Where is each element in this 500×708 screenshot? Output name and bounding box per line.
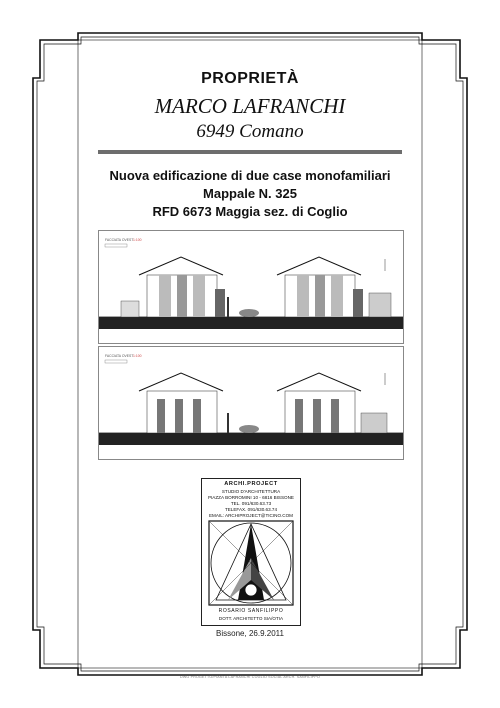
studio-stamp <box>201 478 301 626</box>
elevation-1-label: FACCIATA OVEST <box>105 238 134 242</box>
footer-note: DWG PROGETTO/PIANTA LAFRANCHI COGLIO SOCIAL ARCH. SANFILIPPO <box>180 675 320 679</box>
studio-name: ARCHI.PROJECT <box>224 481 278 487</box>
studio-telfax: TELEFAX. 091/630.63.74 <box>224 507 278 512</box>
studio-tel: TEL. 091/630.63.73 <box>230 501 272 506</box>
owner-name: MARCO LAFRANCHI <box>154 94 346 118</box>
studio-subtitle: STUDIO D'ARCHITETTURA <box>221 489 281 494</box>
elevation-1-drawing <box>99 231 403 343</box>
elevation-2-label: FACCIATA OVEST <box>105 354 134 358</box>
studio-signer-title: DOTT. ARCHITETTO SIA/OTIA <box>218 616 284 621</box>
project-registry: RFD 6673 Maggia sez. di Coglio <box>152 204 348 219</box>
elevation-drawing-2 <box>98 346 404 460</box>
title-divider <box>98 150 402 154</box>
studio-logo-icon <box>208 520 294 606</box>
project-description: Nuova edificazione di due case monofamiliari <box>109 168 391 183</box>
elevation-2-tag: 1:100 <box>133 354 142 358</box>
elevation-1-tag: 1:100 <box>133 238 142 242</box>
studio-email: EMAIL: ARCHIPROJECT@TICINO.COM <box>208 513 294 518</box>
studio-signer: ROSARIO SANFILIPPO <box>218 608 284 614</box>
elevation-2-drawing <box>99 347 403 459</box>
owner-place: 6949 Comano <box>196 121 304 142</box>
studio-address: PIAZZA BORROMINI 10 - 6816 BISSONE <box>207 495 295 500</box>
elevation-drawing-1 <box>98 230 404 344</box>
owner-label: PROPRIETÀ <box>201 70 299 87</box>
date-line: Bissone, 26.9.2011 <box>216 629 284 638</box>
project-parcel: Mappale N. 325 <box>203 186 297 201</box>
